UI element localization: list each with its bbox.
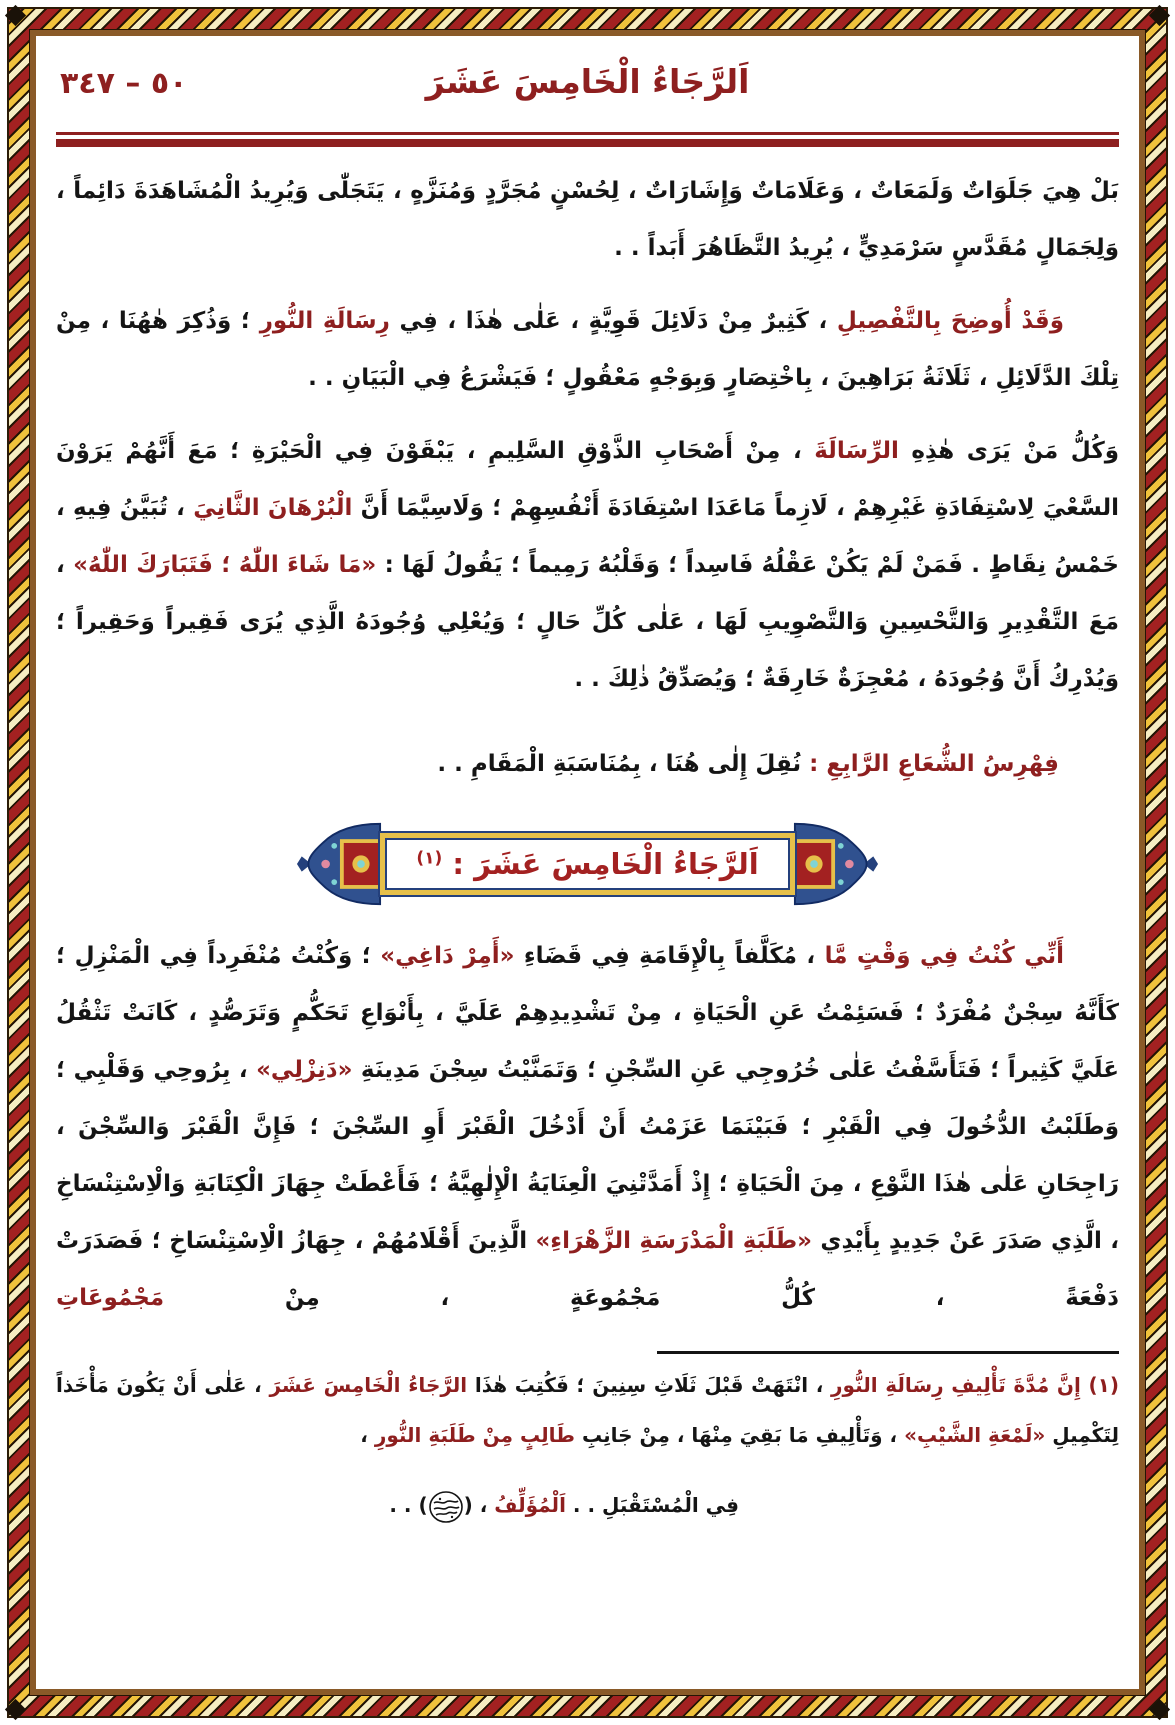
text-segment: وَقَدْ أُوضِحَ بِالتَّفْصِيلِ (836, 308, 1065, 334)
text-segment: ، ( (463, 1493, 495, 1517)
text-segment: وَكُلُّ مَنْ يَرَى هٰذِهِ (898, 438, 1119, 464)
text-segment: ، مَعَ التَّقْدِيرِ وَالتَّحْسِينِ وَالتَّصْوِيبِ لَهَا ، عَلٰى كُلِّ حَالٍ ؛ وَيُعْلِي وُجُودَهُ الَّذِي يُرَى فَقِيراً وَحَقِيراً ؛ وَيُدْرِكُ أَنَّ وُجُودَهُ ، مُعْجِزَةٌ خَارِقَةٌ ؛ وَيُصَدِّقُ ذٰلِكَ . . (56, 552, 1119, 692)
footnote-signature-line (56, 1480, 1119, 1530)
text-segment: مَجْمُوعَاتِ (56, 1285, 165, 1311)
text-segment: أَنِّي كُنْتُ فِي وَقْتٍ مَّا (824, 943, 1064, 969)
text-segment: «دَنِزْلِي» (256, 1057, 353, 1083)
text-segment: طَالِبٍ مِنْ طَلَبَةِ النُّورِ (374, 1423, 575, 1447)
text-segment: «طَلَبَةِ الْمَدْرَسَةِ الزَّهْرَاءِ» (535, 1228, 813, 1254)
text-segment: ، كَثِيرٌ مِنْ دَلَائِلَ قَوِيَّةٍ ، عَلٰى هٰذَا ، فِي (389, 308, 837, 334)
corner-ornament-icon (5, 5, 26, 26)
page-title: اَلرَّجَاءُ الْخَامِسَ عَشَرَ (425, 62, 750, 101)
text-segment: ، مِنْ أَصْحَابِ الذَّوْقِ السَّلِيمِ ، يَبْقَوْنَ فِي الْحَيْرَةِ ؛ مَعَ أَنَّهُمْ يَرَوْنَ السَّعْيَ لِاسْتِفَادَةِ غَيْرِهِمْ ، لَازِماً مَاعَدَا اسْتِفَادَةَ أَنْفُسِهِمْ ؛ وَلَاسِيَّمَا أَنَّ (56, 438, 1120, 521)
paragraph-1 (56, 163, 1119, 277)
text-segment: ، عَلٰى أَنْ يَكُونَ مَأْخَذاً لِتَكْمِيلِ (56, 1373, 1119, 1447)
text-segment: الْبُرْهَانَ الثَّانِيَ (193, 495, 353, 521)
author-calligraphic-seal-icon (428, 1490, 464, 1524)
corner-ornament-icon (1149, 1699, 1170, 1720)
text-segment: «أَمِرْ دَاغِي» (380, 943, 515, 969)
text-segment: ؛ وَذُكِرَ هٰهُنَا ، مِنْ تِلْكَ الدَّلَائِلِ ، ثَلَاثَةُ بَرَاهِينَ ، بِاخْتِصَارٍ وَبِوَجْهٍ مَعْقُولٍ ؛ فَيَشْرَعُ فِي الْبَيَانِ . . (56, 308, 1119, 391)
paragraph-2 (56, 293, 1119, 407)
header-rule-thick (56, 139, 1119, 147)
cartouche-title-box (378, 831, 796, 897)
text-segment: ، بِرُوحِي وَقَلْبِي ؛ وَطَلَبْتُ الدُّخُولَ فِي الْقَبْرِ ؛ فَبَيْنَمَا عَزَمْتُ أَنْ أَدْخُلَ الْقَبْرَ أَوِ السِّجْنَ ؛ فَإِنَّ الْقَبْرَ وَالسِّجْنَ ، رَاجِحَانِ عَلٰى هٰذَا النَّوْعِ ، مِنَ الْحَيَاةِ ؛ إِذْ أَمَدَّتْنِيَ الْعِنَايَةُ الْإِلٰهِيَّةُ ؛ فَأَعْطَتْ جِهَازَ الْكِتَابَةِ وَالْاِسْتِنْسَاخِ ، الَّذِي صَدَرَ عَنْ جَدِيدٍ بِأَيْدِي (56, 1057, 1119, 1254)
text-segment: بَلْ هِيَ جَلَوَاتٌ وَلَمَعَاتٌ ، وَعَلَامَاتٌ وَإِشَارَاتٌ ، لِحُسْنٍ مُجَرَّدٍ وَمُنَزَّهٍ ، يَتَجَلّٰى وَيُرِيدُ الْمُشَاهَدَةَ دَائِماً ، وَلِجَمَالٍ مُقَدَّسٍ سَرْمَدِيٍّ ، يُرِيدُ التَّظَاهُرَ أَبَداً . . (56, 178, 1119, 261)
corner-ornament-icon (1149, 5, 1170, 26)
footnote-separator (657, 1351, 1119, 1354)
text-segment: ، مُكَلَّفاً بِالْإِقَامَةِ فِي قَضَاءِ (514, 943, 825, 969)
corner-ornament-icon (5, 1699, 26, 1720)
text-segment: نُقِلَ إِلٰى هُنَا ، بِمُنَاسَبَةِ الْمَقَامِ . . (437, 751, 802, 777)
section-title: اَلرَّجَاءُ الْخَامِسَ عَشَرَ : $^{(١)}$ (416, 847, 759, 881)
text-segment: ، انْتَهَتْ قَبْلَ ثَلَاثِ سِنِينَ ؛ فَكُتِبَ هٰذَا (467, 1373, 832, 1397)
text-segment: الرَّجَاءُ الْخَامِسَ عَشَرَ (269, 1373, 468, 1397)
section-cartouche (56, 816, 1119, 912)
text-segment: اَلْمُؤَلِّفُ (494, 1493, 566, 1517)
text-segment: الَّذِينَ أَقْلَامُهُمْ ، جِهَازُ الْاِسْتِنْسَاخِ ؛ فَصَدَرَتْ دَفْعَةً ، كُلُّ مَجْمُوعَةٍ ، مِنْ (56, 1228, 1119, 1311)
text-segment: ، (360, 1423, 375, 1447)
cartouche-ornament-icon (793, 816, 879, 912)
text-segment: ؛ وَكُنْتُ مُنْفَرِداً فِي الْمَنْزِلِ ؛ كَأَنَّهُ سِجْنٌ مُفْرَدٌ ؛ فَسَئِمْتُ عَنِ الْحَيَاةِ ، مِنْ تَشْدِيدِهِمْ عَلَيَّ ، بِأَنْوَاعِ تَحَكُّمٍ وَتَرَصُّدٍ ، كَانَتْ تَثْقُلُ عَلَيَّ كَثِيراً ؛ فَتَأَسَّفْتُ عَلٰى خُرُوجِي عَنِ السِّجْنِ ؛ وَتَمَنَّيْتُ سِجْنَ مَدِينَةِ (56, 943, 1119, 1083)
text-segment: «مَا شَاءَ اللّٰهُ ؛ فَتَبَارَكَ اللّٰهُ» (73, 552, 377, 578)
footnote-reference: (١) (416, 848, 443, 869)
text-segment: رِسَالَةِ النُّورِ (259, 308, 390, 334)
index-reference-line (56, 738, 1119, 790)
cartouche-ornament-icon (296, 816, 382, 912)
text-segment: ) . . (389, 1493, 428, 1517)
paragraph-5 (56, 928, 1119, 1327)
header-rule-thin (56, 132, 1119, 135)
page-number: ٥٠ – ٣٤٧ (60, 66, 188, 101)
text-segment: رِسَالَةِ النُّورِ (831, 1373, 944, 1397)
page-content (56, 44, 1119, 1681)
text-segment: (١) إِنَّ مُدَّةَ تَأْلِيفِ (943, 1373, 1120, 1397)
text-segment: «لَمْعَةِ الشَّيْبِ» (904, 1423, 1046, 1447)
footnote-paragraph (56, 1360, 1119, 1460)
text-segment: الرِّسَالَةَ (814, 438, 899, 464)
page-header (56, 62, 1119, 120)
text-segment: فِي الْمُسْتَقْبَلِ . . (565, 1493, 739, 1517)
text-segment: ، تُبَيَّنُ فِيهِ ، خَمْسُ نِقَاطٍ . فَمَنْ لَمْ يَكُنْ عَقْلُهُ فَاسِداً ؛ وَقَلْبُهُ رَمِيماً ؛ يَقُولُ لَهَا : (56, 495, 1119, 578)
text-segment: فِهْرِسُ الشُّعَاعِ الرَّابِعِ : (801, 751, 1059, 777)
text-segment: ، وَتَأْلِيفِ مَا بَقِيَ مِنْهَا ، مِنْ جَانِبِ (575, 1423, 905, 1447)
paragraph-3 (56, 423, 1119, 708)
